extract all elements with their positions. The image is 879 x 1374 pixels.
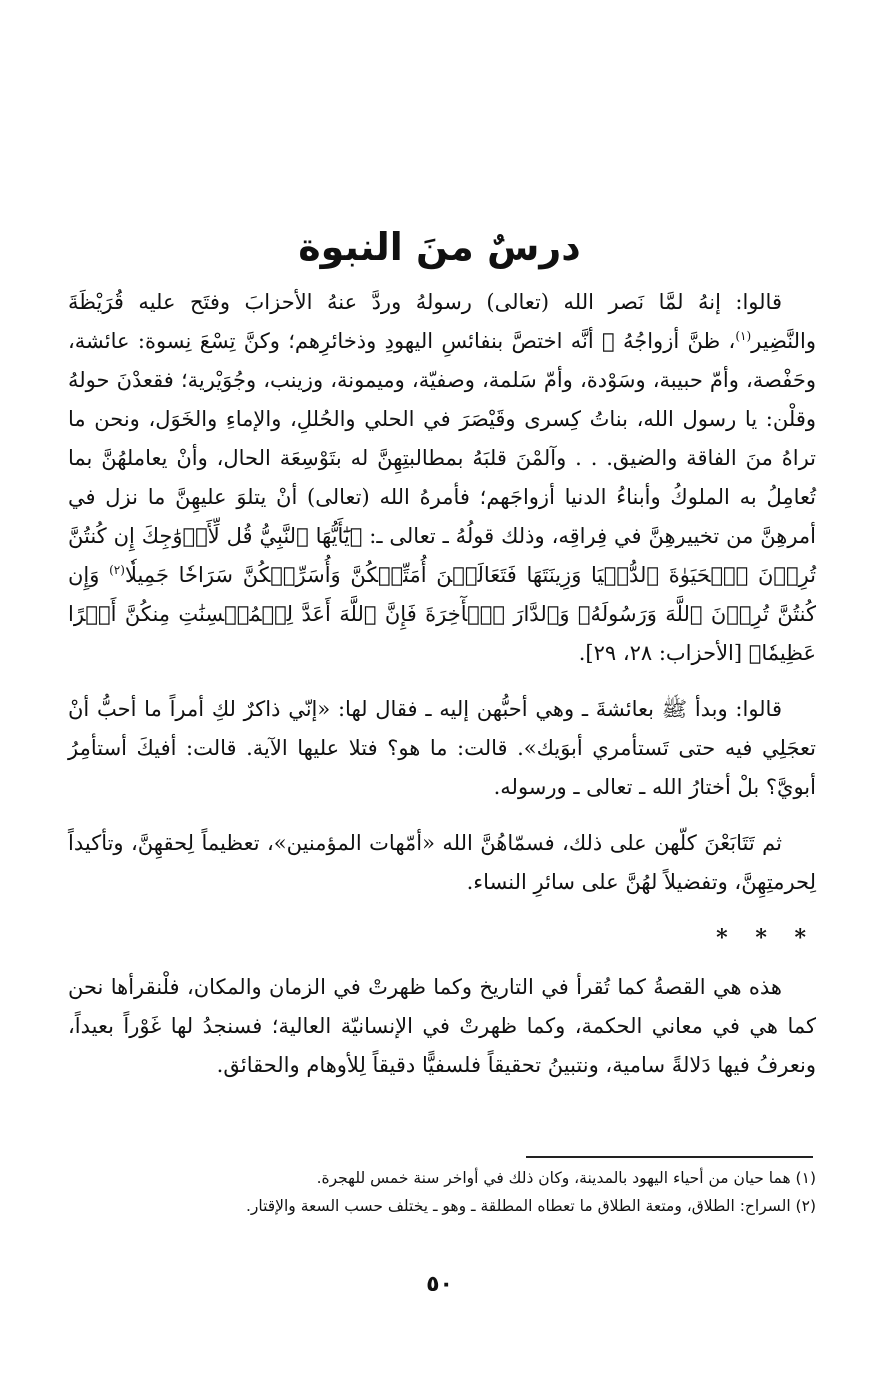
- footnote-2: (٢) السراح: الطلاق، ومتعة الطلاق ما تعطاه المطلقة ـ وهو ـ يختلف حسب السعة والإقتار.: [245, 1197, 816, 1215]
- paragraph-1-part-b: ، ظنَّ أزواجُهُ ﷺ أنَّه اختصَّ بنفائسِ اليهودِ وذخائرِهم؛ وكنَّ تِسْعَ نِسوة: عائشة، وحَفْصة، وأمّ حبيبة، وسَوْدة، وأمّ سَلمة، وصفيّة، وميمونة، وزينب، وجُوَيْرية؛ فقعدْنَ حولهُ وقلْن: يا رسول الله، بناتُ كِسرى وقَيْصَرَ في الحلي والحُللِ، والإماءِ والخَوَل، ونحن ما تراهُ منَ الفاقة والضيق. . . وآلمْنَ قلبَهُ بمطالبتِهِنَّ له بتَوْسِعَة الحال، وأنْ يعاملهُنَّ بما تُعامِلُ به الملوكُ وأبناءُ الدنيا أزواجَهم؛ فأمرهُ الله (تعالى) أنْ يتلوَ عليهِنَّ ما نزل في أمرهِنَّ من تخييرهِنَّ في فِراقِه، وذلك قولُهُ ـ تعالى ـ: ﴿يَٰٓأَيُّهَا ٱلنَّبِيُّ قُل لِّأَزۡوَٰجِكَ إِن كُنتُنَّ تُرِدۡنَ ٱلۡحَيَوٰةَ ٱلدُّنۡيَا وَزِينَتَهَا فَتَعَالَيۡنَ أُمَتِّعۡكُنَّ وَأُسَرِّحۡكُنَّ سَرَاحٗا جَمِيلٗا: [68, 329, 817, 587]
- paragraph-2: قالوا: وبدأ ﷺ بعائشةَ ـ وهي أحبُّهن إليه ـ فقال لها: «إنّي ذاكرٌ لكِ أمراً ما أحبُّ أنْ تعجَلِي فيه حتى تَستأمري أبوَيك». قالت: ما هو؟ فتلا عليها الآية. قالت: أفيكَ أستأمِرُ أبويَّ؟ بلْ أختارُ الله ـ تعالى ـ ورسوله.: [68, 697, 816, 799]
- footnote-divider: [526, 1156, 813, 1158]
- paragraph-1-part-a: قالوا: إنهُ لمَّا نَصر الله (تعالى) رسولهُ وردَّ عنهُ الأحزابَ وفتَح عليه قُرَيْظَةَ والنَّضِير: [68, 290, 816, 353]
- body-text: [68, 283, 816, 1102]
- paragraph-1-part-c: وَإِن كُنتُنَّ تُرِدۡنَ ٱللَّهَ وَرَسُولَهُۥ وَٱلدَّارَ ٱلۡأٓخِرَةَ فَإِنَّ ٱللَّهَ أَعَدَّ لِلۡمُحۡسِنَٰتِ مِنكُنَّ أَجۡرًا عَظِيمٗا﴾ [الأحزاب: ٢٨، ٢٩].: [68, 563, 816, 665]
- paragraph-4: هذه هي القصةُ كما تُقرأ في التاريخ وكما ظهرتْ في الزمان والمكان، فلْنقرأها نحن كما هي في معاني الحكمة، وكما ظهرتْ في الإنسانيّة العالية؛ فسنجدُ لها غَوْراً بعيداً، ونعرفُ فيها دَلالةً سامية، ونتبينُ تحقيقاً فلسفيًّا دقيقاً لِلأوهام والحقائق.: [68, 975, 816, 1077]
- paragraph-1: [68, 283, 816, 673]
- footnote-reference-1: (١): [735, 329, 752, 343]
- footnote-reference-2: (٢): [109, 563, 125, 577]
- paragraph-3: ثم تَتَابَعْنَ كلّهن على ذلك، فسمّاهُنَّ الله «أمّهات المؤمنين»، تعظيماً لِحقهِنَّ، وتأكيداً لِحرمتِهِنَّ، وتفضيلاً لهُنَّ على سائرِ النساء.: [68, 831, 816, 894]
- footnote-1: (١) هما حيان من أحياء اليهود بالمدينة، وكان ذلك في أواخر سنة خمس للهجرة.: [316, 1169, 816, 1187]
- section-separator: * * *: [716, 925, 816, 951]
- footnotes: [68, 1164, 816, 1220]
- page-title: درسٌ منَ النبوة: [298, 225, 581, 270]
- page-number: ٥٠: [426, 1272, 453, 1297]
